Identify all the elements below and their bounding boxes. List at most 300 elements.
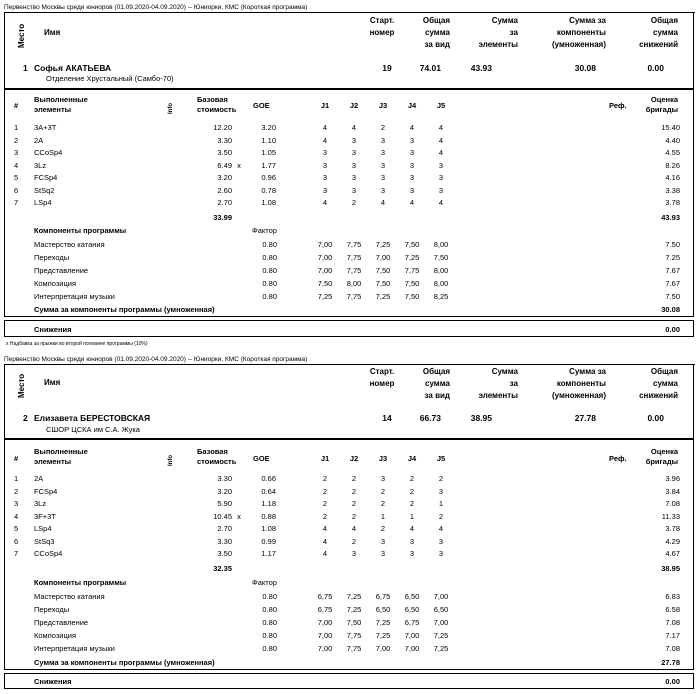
element-j5: 3: [438, 549, 444, 558]
component-j2: 7,75: [346, 253, 362, 262]
element-j2: 2: [351, 499, 357, 508]
skater-rank: 1: [23, 63, 28, 73]
component-name: Переходы: [34, 605, 70, 614]
element-name: 3Lz: [34, 499, 47, 508]
component-j4: 7,00: [404, 644, 420, 653]
elements-box: [4, 439, 694, 670]
el-no-header: #: [14, 454, 19, 463]
element-j3: 3: [380, 536, 386, 546]
component-j4: 6,50: [404, 592, 420, 601]
component-j3: 7,25: [375, 631, 391, 640]
component-j4: 7,25: [404, 253, 420, 262]
name-header: Имя: [44, 378, 61, 387]
element-x: x: [237, 160, 241, 170]
component-name: Мастерство катания: [34, 240, 105, 249]
element-goe: 1.10: [261, 135, 276, 145]
element-j1: 3: [322, 148, 328, 157]
component-j3: 7,25: [375, 292, 391, 301]
component-j4: 6,75: [404, 618, 420, 627]
element-name: LSp4: [34, 524, 52, 533]
component-j5: 6,50: [433, 605, 449, 614]
component-j4: 7,00: [404, 631, 420, 640]
deductions-value: 0.00: [665, 325, 680, 334]
component-j5: 8,00: [433, 279, 449, 288]
total-header: Общая сумма за вид: [422, 16, 450, 49]
element-j3: 3: [380, 185, 386, 195]
base-total: 32.35: [213, 564, 232, 573]
element-base: 3.30: [217, 474, 232, 483]
element-j3: 2: [380, 524, 386, 533]
element-j2: 2: [351, 536, 357, 546]
component-j2: 7,75: [346, 266, 362, 275]
element-no: 6: [14, 185, 19, 195]
component-j4: 6,50: [404, 605, 420, 614]
element-j2: 3: [351, 173, 357, 182]
component-j4: 7,50: [404, 292, 420, 301]
element-j5: 3: [438, 160, 444, 170]
component-j5: 7,00: [433, 592, 449, 601]
header-box: [4, 364, 694, 439]
skater-name: Софья АКАТЬЕВА: [34, 63, 112, 73]
component-j2: 7,25: [346, 605, 362, 614]
element-base: 2.70: [217, 198, 232, 207]
components-sum-header: Сумма за компоненты (умноженная): [552, 16, 606, 49]
element-base: 2.60: [217, 185, 232, 195]
element-j1: 4: [322, 198, 328, 207]
element-j2: 2: [351, 511, 357, 521]
component-j1: 7,25: [317, 292, 333, 301]
score-header: Оценка бригады: [645, 95, 678, 114]
component-score: 7.50: [665, 240, 680, 249]
component-j5: 7,25: [433, 631, 449, 640]
component-score: 6.83: [665, 592, 680, 601]
score-header: Оценка бригады: [645, 447, 678, 466]
skater-components-sum: 27.78: [574, 413, 596, 423]
place-header: Место: [17, 373, 26, 398]
element-j1: 2: [322, 474, 328, 483]
element-j1: 4: [322, 524, 328, 533]
skater-club: Отделение Хрустальный (Самбо-70): [46, 74, 174, 83]
element-goe: 1.05: [261, 148, 276, 157]
element-goe: 0.64: [261, 486, 276, 496]
element-j5: 3: [438, 486, 444, 496]
ref-header: Реф.: [609, 101, 627, 110]
place-header: Место: [17, 23, 26, 48]
element-name: CCoSp4: [34, 148, 63, 157]
element-no: 2: [14, 486, 19, 496]
element-score: 3.84: [665, 486, 680, 496]
element-name: StSq2: [34, 185, 55, 195]
component-j3: 7,25: [375, 240, 391, 249]
element-j1: 4: [322, 123, 328, 132]
factor-header: Фактор: [252, 226, 277, 235]
element-j1: 2: [322, 511, 328, 521]
elements-box: [4, 89, 694, 317]
element-j4: 3: [409, 536, 415, 546]
skater-elements-sum: 43.93: [470, 63, 492, 73]
element-j1: 3: [322, 173, 328, 182]
skater-name: Елизавета БЕРЕСТОВСКАЯ: [34, 413, 151, 423]
skater-club: СШОР ЦСКА им С.А. Жука: [46, 425, 140, 434]
element-goe: 0.88: [261, 511, 276, 521]
element-name: StSq3: [34, 536, 55, 546]
element-j2: 2: [351, 198, 357, 207]
component-factor: 0.80: [262, 253, 277, 262]
element-j1: 2: [322, 486, 328, 496]
component-factor: 0.80: [262, 618, 277, 627]
element-base: 3.20: [217, 486, 232, 496]
element-j4: 4: [409, 123, 415, 132]
element-j3: 3: [380, 173, 386, 182]
element-j3: 2: [380, 486, 386, 496]
component-factor: 0.80: [262, 279, 277, 288]
info-header: Info: [168, 103, 174, 114]
element-no: 1: [14, 123, 19, 132]
element-j2: 2: [351, 474, 357, 483]
element-j3: 3: [380, 135, 386, 145]
element-j2: 4: [351, 524, 357, 533]
element-no: 3: [14, 148, 19, 157]
element-j4: 2: [409, 486, 415, 496]
skater-elements-sum: 38.95: [470, 413, 492, 423]
component-j5: 7,25: [433, 644, 449, 653]
element-j2: 3: [351, 160, 357, 170]
element-base: 3.20: [217, 173, 232, 182]
element-j5: 3: [438, 185, 444, 195]
element-base: 3.50: [217, 549, 232, 558]
element-j5: 2: [438, 511, 444, 521]
component-j1: 7,00: [317, 631, 333, 640]
component-j1: 7,00: [317, 253, 333, 262]
info-header: Info: [168, 455, 174, 466]
name-header: Имя: [44, 28, 61, 37]
component-j1: 7,00: [317, 240, 333, 249]
element-j5: 1: [438, 499, 444, 508]
element-j4: 3: [409, 549, 415, 558]
element-j4: 2: [409, 474, 415, 483]
j2-header: J2: [349, 101, 359, 110]
component-j2: 7,50: [346, 618, 362, 627]
skater-deductions: 0.00: [647, 413, 664, 423]
element-no: 5: [14, 524, 19, 533]
element-j1: 3: [322, 185, 328, 195]
component-j4: 7,75: [404, 266, 420, 275]
element-score: 15.40: [661, 123, 680, 132]
element-base: 5.90: [217, 499, 232, 508]
element-j1: 4: [322, 549, 328, 558]
component-j1: 6,75: [317, 605, 333, 614]
j3-header: J3: [378, 454, 388, 463]
element-goe: 1.77: [261, 160, 276, 170]
ref-header: Реф.: [609, 454, 627, 463]
element-j1: 2: [322, 499, 328, 508]
element-score: 11.33: [661, 511, 680, 521]
component-name: Представление: [34, 618, 89, 627]
comp-header: Компоненты программы: [34, 578, 127, 587]
element-j4: 3: [409, 160, 415, 170]
skater-start-no: 19: [382, 63, 392, 73]
component-factor: 0.80: [262, 266, 277, 275]
component-j1: 7,00: [317, 266, 333, 275]
element-base: 12.20: [213, 123, 232, 132]
element-j5: 4: [438, 198, 444, 207]
element-j3: 3: [380, 549, 386, 558]
footnote: x Надбавка за прыжки во второй половине программы (10%): [6, 341, 148, 347]
element-name: 2A: [34, 135, 44, 145]
component-j2: 8,00: [346, 279, 362, 288]
component-score: 6.58: [665, 605, 680, 614]
header-box: [4, 12, 694, 89]
element-no: 5: [14, 173, 19, 182]
deductions-value: 0.00: [665, 677, 680, 686]
protocol-sheet-2: [0, 354, 699, 694]
j4-header: J4: [407, 454, 417, 463]
component-j4: 7,50: [404, 279, 420, 288]
score-total: 38.95: [661, 564, 680, 573]
elements-sum-header: Сумма за элементы: [478, 16, 518, 49]
component-score: 7.67: [665, 266, 680, 275]
element-base: 10.45: [213, 511, 232, 521]
j5-header: J5: [436, 454, 446, 463]
element-name: FCSp4: [34, 173, 58, 182]
element-j2: 3: [351, 148, 357, 157]
component-factor: 0.80: [262, 644, 277, 653]
element-j1: 4: [322, 135, 328, 145]
comp-sum-value: 30.08: [661, 305, 680, 314]
component-j5: 8,00: [433, 266, 449, 275]
element-goe: 1.17: [261, 549, 276, 558]
component-j5: 8,25: [433, 292, 449, 301]
element-j3: 3: [380, 474, 386, 483]
factor-header: Фактор: [252, 578, 277, 587]
element-base: 6.49: [217, 160, 232, 170]
element-score: 3.38: [665, 185, 680, 195]
element-no: 1: [14, 474, 19, 483]
comp-sum-label: Сумма за компоненты программы (умноженная): [34, 658, 215, 667]
element-goe: 1.08: [261, 524, 276, 533]
component-score: 7.50: [665, 292, 680, 301]
deductions-header: Общая сумма снижений: [639, 367, 678, 400]
component-factor: 0.80: [262, 631, 277, 640]
component-name: Композиция: [34, 279, 77, 288]
comp-sum-value: 27.78: [661, 658, 680, 667]
component-name: Интерпретация музыки: [34, 644, 115, 653]
skater-rank: 2: [23, 413, 28, 423]
event-title: Первенство Москвы среди юниоров (01.09.2020-04.09.2020) -- Юниорки, КМС (Короткая программа): [4, 4, 308, 11]
element-no: 2: [14, 135, 19, 145]
skater-deductions: 0.00: [647, 63, 664, 73]
element-name: LSp4: [34, 198, 52, 207]
component-factor: 0.80: [262, 240, 277, 249]
j3-header: J3: [378, 101, 388, 110]
j2-header: J2: [349, 454, 359, 463]
element-score: 4.16: [665, 173, 680, 182]
goe-header: GOE: [253, 454, 270, 463]
element-no: 6: [14, 536, 19, 546]
component-score: 7.17: [665, 631, 680, 640]
component-j3: 7,25: [375, 618, 391, 627]
element-score: 3.78: [665, 198, 680, 207]
element-base: 3.50: [217, 148, 232, 157]
element-name: 2A: [34, 474, 44, 483]
element-no: 7: [14, 198, 19, 207]
element-x: x: [237, 511, 241, 521]
element-j4: 3: [409, 173, 415, 182]
element-goe: 0.78: [261, 185, 276, 195]
element-base: 2.70: [217, 524, 232, 533]
element-goe: 1.18: [261, 499, 276, 508]
element-j5: 4: [438, 148, 444, 157]
element-j3: 1: [380, 511, 386, 521]
element-j3: 3: [380, 148, 386, 157]
element-goe: 1.08: [261, 198, 276, 207]
component-score: 7.08: [665, 644, 680, 653]
j1-header: J1: [320, 454, 330, 463]
component-factor: 0.80: [262, 592, 277, 601]
element-j4: 4: [409, 524, 415, 533]
component-j5: 8,00: [433, 240, 449, 249]
element-name: 3Lz: [34, 160, 47, 170]
element-base: 3.30: [217, 536, 232, 546]
element-name: FCSp4: [34, 486, 58, 496]
element-score: 8.26: [665, 160, 680, 170]
component-j5: 7,00: [433, 618, 449, 627]
component-name: Представление: [34, 266, 89, 275]
goe-header: GOE: [253, 101, 270, 110]
event-title: Первенство Москвы среди юниоров (01.09.2020-04.09.2020) -- Юниорки, КМС (Короткая программа): [4, 356, 308, 363]
component-j1: 7,00: [317, 618, 333, 627]
element-base: 3.30: [217, 135, 232, 145]
deductions-label: Снижения: [34, 325, 72, 334]
el-no-header: #: [14, 101, 19, 110]
elements-sum-header: Сумма за элементы: [478, 367, 518, 400]
element-goe: 0.66: [261, 474, 276, 483]
skater-total: 74.01: [419, 63, 441, 73]
component-j2: 7,75: [346, 292, 362, 301]
element-j5: 2: [438, 474, 444, 483]
element-goe: 3.20: [261, 123, 276, 132]
j4-header: J4: [407, 101, 417, 110]
element-score: 3.96: [665, 474, 680, 483]
element-score: 3.78: [665, 524, 680, 533]
element-j5: 3: [438, 173, 444, 182]
element-j4: 3: [409, 148, 415, 157]
component-name: Композиция: [34, 631, 77, 640]
element-j2: 4: [351, 123, 357, 132]
component-j1: 7,00: [317, 644, 333, 653]
element-score: 4.40: [665, 135, 680, 145]
component-j2: 7,75: [346, 240, 362, 249]
component-score: 7.67: [665, 279, 680, 288]
element-goe: 0.99: [261, 536, 276, 546]
element-j2: 3: [351, 185, 357, 195]
element-j4: 3: [409, 135, 415, 145]
score-total: 43.93: [661, 213, 680, 222]
element-j2: 2: [351, 486, 357, 496]
element-no: 7: [14, 549, 19, 558]
element-j5: 4: [438, 524, 444, 533]
el-name-header: Выполненные элементы: [34, 447, 88, 466]
components-sum-header: Сумма за компоненты (умноженная): [552, 367, 606, 400]
skater-components-sum: 30.08: [574, 63, 596, 73]
j1-header: J1: [320, 101, 330, 110]
component-j4: 7,50: [404, 240, 420, 249]
element-no: 4: [14, 160, 19, 170]
element-goe: 0.96: [261, 173, 276, 182]
element-score: 4.55: [665, 148, 680, 157]
component-j1: 6,75: [317, 592, 333, 601]
element-j4: 2: [409, 499, 415, 508]
component-name: Переходы: [34, 253, 70, 262]
el-name-header: Выполненные элементы: [34, 95, 88, 114]
base-header: Базовая стоимость: [197, 95, 237, 114]
element-j1: 3: [322, 160, 328, 170]
element-j3: 2: [380, 499, 386, 508]
element-name: 3A+3T: [34, 123, 57, 132]
component-name: Интерпретация музыки: [34, 292, 115, 301]
element-j4: 3: [409, 185, 415, 195]
element-j5: 3: [438, 536, 444, 546]
component-j5: 7,50: [433, 253, 449, 262]
element-j4: 4: [409, 198, 415, 207]
element-no: 4: [14, 511, 19, 521]
deductions-header: Общая сумма снижений: [639, 16, 678, 49]
component-j3: 6,75: [375, 592, 391, 601]
element-j3: 2: [380, 123, 386, 132]
element-no: 3: [14, 499, 19, 508]
element-j3: 3: [380, 160, 386, 170]
base-total: 33.99: [213, 213, 232, 222]
deductions-box: [4, 673, 694, 689]
component-score: 7.25: [665, 253, 680, 262]
skater-start-no: 14: [382, 413, 392, 423]
element-score: 4.67: [665, 549, 680, 558]
component-factor: 0.80: [262, 605, 277, 614]
start-no-header: Старт. номер: [369, 16, 395, 37]
component-j3: 7,50: [375, 266, 391, 275]
deductions-label: Снижения: [34, 677, 72, 686]
component-j3: 7,00: [375, 253, 391, 262]
element-score: 4.29: [665, 536, 680, 546]
element-j5: 4: [438, 123, 444, 132]
element-j5: 4: [438, 135, 444, 145]
element-j4: 1: [409, 511, 415, 521]
component-j2: 7,25: [346, 592, 362, 601]
component-j1: 7,50: [317, 279, 333, 288]
component-j3: 7,50: [375, 279, 391, 288]
component-j3: 7,00: [375, 644, 391, 653]
element-j2: 3: [351, 549, 357, 558]
component-factor: 0.80: [262, 292, 277, 301]
j5-header: J5: [436, 101, 446, 110]
component-score: 7.08: [665, 618, 680, 627]
base-header: Базовая стоимость: [197, 447, 237, 466]
component-j2: 7,75: [346, 631, 362, 640]
skater-total: 66.73: [419, 413, 441, 423]
component-name: Мастерство катания: [34, 592, 105, 601]
element-j2: 3: [351, 135, 357, 145]
comp-header: Компоненты программы: [34, 226, 127, 235]
element-name: CCoSp4: [34, 549, 63, 558]
element-score: 7.08: [665, 499, 680, 508]
comp-sum-label: Сумма за компоненты программы (умноженная): [34, 305, 215, 314]
element-name: 3F+3T: [34, 511, 56, 521]
element-j1: 4: [322, 536, 328, 546]
component-j2: 7,75: [346, 644, 362, 653]
deductions-box: [4, 320, 694, 337]
element-j3: 4: [380, 198, 386, 207]
component-j3: 6,50: [375, 605, 391, 614]
